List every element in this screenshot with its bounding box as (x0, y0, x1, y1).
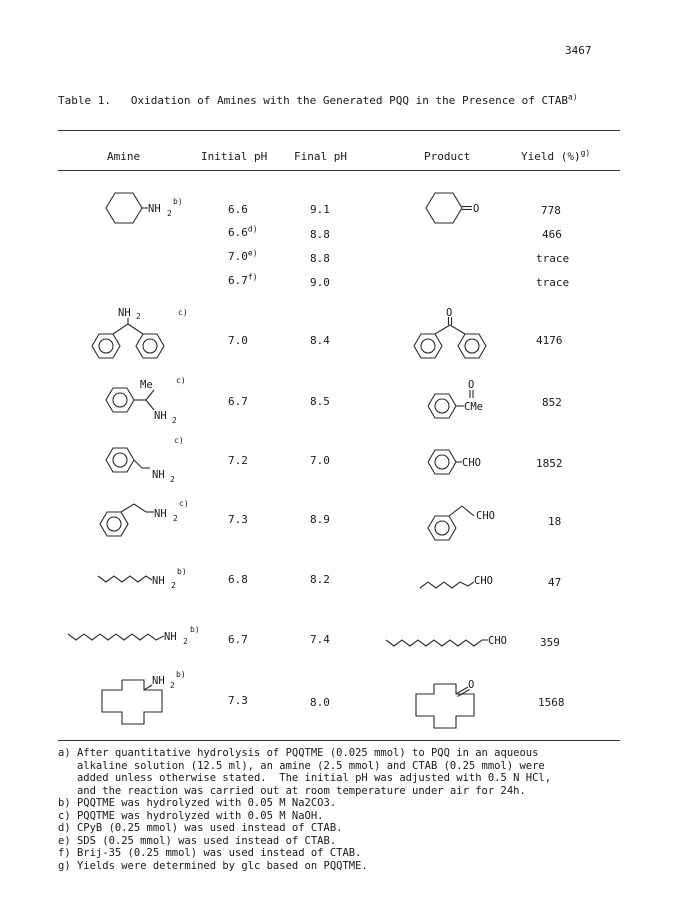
header-yield (521, 150, 590, 163)
cell-yield: 778 (541, 204, 561, 217)
cell-yield: 1568 (538, 696, 565, 709)
header-yield-label: Yield (%) (521, 150, 581, 163)
table-caption (58, 94, 578, 107)
svg-text:c): c) (179, 499, 189, 508)
header-amine: Amine (107, 150, 141, 163)
svg-text:CHO: CHO (462, 457, 481, 469)
footnote-a: a) After quantitative hydrolysis of PQQTME (0.025 mmol) to PQQ in an aqueous alkaline solution (12.5 ml), an amine (2.5 mmol) and CTAB (0.25 mmol) were added unless otherwise stated. The initial pH was adjusted with 0.5 N HCl, and the reaction was carried out at room temperature under air for 24h. (58, 747, 552, 797)
cell-initial-ph: 7.2 (228, 454, 248, 467)
structure-2-phenylethylamine (96, 496, 216, 546)
footnote-g: g) Yields were determined by glc based on PQQTME. (58, 859, 368, 872)
structure-benzylamine (100, 432, 210, 490)
svg-text:NH: NH (118, 307, 131, 319)
footnote-e: e) SDS (0.25 mmol) was used instead of CTAB. (58, 834, 337, 847)
svg-text:2: 2 (172, 416, 177, 425)
svg-text:b): b) (190, 625, 200, 634)
structure-cyclohexylamine (100, 188, 190, 228)
cell-initial-ph: 6.7 (228, 395, 248, 408)
structure-hexylamine (96, 562, 216, 592)
cell-yield: 359 (540, 636, 560, 649)
cell-yield: trace (536, 252, 570, 265)
cell-initial-ph: 6.6 (228, 203, 248, 216)
cell-final-ph: 7.0 (310, 454, 330, 467)
cell-final-ph: 9.0 (310, 276, 330, 289)
svg-text:2: 2 (183, 637, 188, 646)
cell-initial-ph: 7.0$^{e)}$ (228, 248, 258, 263)
footnote-b: b) PQQTME was hydrolyzed with 0.05 M Na2CO3. (58, 797, 337, 809)
structure-benzaldehyde (424, 444, 514, 480)
structure-dodecylamine (66, 622, 226, 652)
cell-final-ph: 8.8 (310, 228, 330, 241)
cell-final-ph: 8.8 (310, 252, 330, 265)
cell-final-ph: 7.4 (310, 633, 330, 646)
cell-final-ph: 9.1 (310, 203, 330, 216)
svg-text:NH: NH (154, 508, 167, 520)
cell-initial-ph: 6.7 (228, 633, 248, 646)
svg-text:NH: NH (152, 575, 165, 587)
svg-text:NH: NH (148, 203, 161, 215)
svg-text:2: 2 (173, 514, 178, 523)
footnote-d: d) CPyB (0.25 mmol) was used instead of CTAB. (58, 822, 343, 834)
structure-phenylacetaldehyde (424, 500, 524, 548)
footnote-f: f) Brij-35 (0.25 mmol) was used instead of CTAB. (58, 847, 362, 859)
cell-yield: trace (536, 276, 570, 289)
structure-benzophenone (410, 308, 500, 368)
svg-text:2: 2 (170, 681, 175, 690)
cell-yield: 1852 (536, 457, 563, 470)
svg-text:Me: Me (140, 379, 153, 391)
cell-yield: 466 (542, 228, 562, 241)
cell-yield: 4176 (536, 334, 563, 347)
svg-text:2: 2 (171, 581, 176, 590)
svg-text:b): b) (173, 197, 183, 206)
svg-text:CHO: CHO (474, 575, 493, 587)
svg-text:CHO: CHO (476, 510, 495, 522)
caption-label: Table 1. (58, 94, 111, 107)
svg-text:b): b) (177, 567, 187, 576)
svg-text:c): c) (174, 436, 184, 445)
header-yield-footnote-mark: g) (580, 148, 591, 158)
svg-text:b): b) (176, 670, 186, 679)
svg-text:2: 2 (167, 209, 172, 218)
caption-text: Oxidation of Amines with the Generated PQQ in the Presence of CTAB (130, 94, 568, 107)
structure-benzhydrylamine (86, 306, 196, 370)
structure-cyclododecanone (414, 674, 504, 736)
table-top-rule (58, 130, 620, 131)
svg-text:CHO: CHO (488, 635, 507, 647)
header-product: Product (424, 150, 471, 163)
structure-hexanal (418, 568, 528, 598)
svg-text:CMe: CMe (464, 401, 483, 413)
svg-text:NH: NH (152, 469, 165, 481)
table-bottom-rule (58, 740, 620, 741)
svg-text:2: 2 (136, 312, 141, 321)
cell-final-ph: 8.9 (310, 513, 330, 526)
cell-initial-ph: 6.8 (228, 573, 248, 586)
svg-text:O: O (473, 203, 480, 215)
structure-cyclohexanone (424, 188, 494, 228)
cell-final-ph: 8.5 (310, 395, 330, 408)
cell-initial-ph: 6.7$^{f)}$ (228, 272, 258, 287)
page-number: 3467 (565, 44, 592, 57)
table-header-rule (58, 170, 620, 171)
cell-initial-ph: 7.3 (228, 694, 248, 707)
svg-text:O: O (468, 379, 475, 391)
structure-1-phenylethylamine (100, 372, 210, 428)
svg-text:O: O (468, 679, 475, 691)
cell-initial-ph: 7.0 (228, 334, 248, 347)
structure-acetophenone (424, 376, 514, 426)
svg-text:O: O (446, 307, 453, 319)
cell-initial-ph: 6.6$^{d)}$ (228, 224, 258, 239)
cell-yield: 852 (542, 396, 562, 409)
cell-final-ph: 8.2 (310, 573, 330, 586)
cell-yield: 18 (548, 515, 562, 528)
caption-footnote-mark: a) (567, 92, 578, 102)
svg-text:NH: NH (152, 675, 165, 687)
header-initial-ph: Initial pH (201, 150, 268, 163)
structure-cyclododecylamine (96, 672, 206, 734)
cell-final-ph: 8.4 (310, 334, 330, 347)
cell-final-ph: 8.0 (310, 696, 330, 709)
cell-yield: 47 (548, 576, 562, 589)
svg-text:c): c) (178, 308, 188, 317)
structure-dodecanal (384, 626, 534, 656)
footnote-c: c) PQQTME was hydrolyzed with 0.05 M NaOH. (58, 809, 324, 822)
svg-text:c): c) (176, 376, 186, 385)
header-final-ph: Final pH (294, 150, 347, 163)
svg-text:NH: NH (164, 631, 177, 643)
cell-initial-ph: 7.3 (228, 513, 248, 526)
svg-text:NH: NH (154, 410, 167, 422)
svg-text:2: 2 (170, 475, 175, 484)
